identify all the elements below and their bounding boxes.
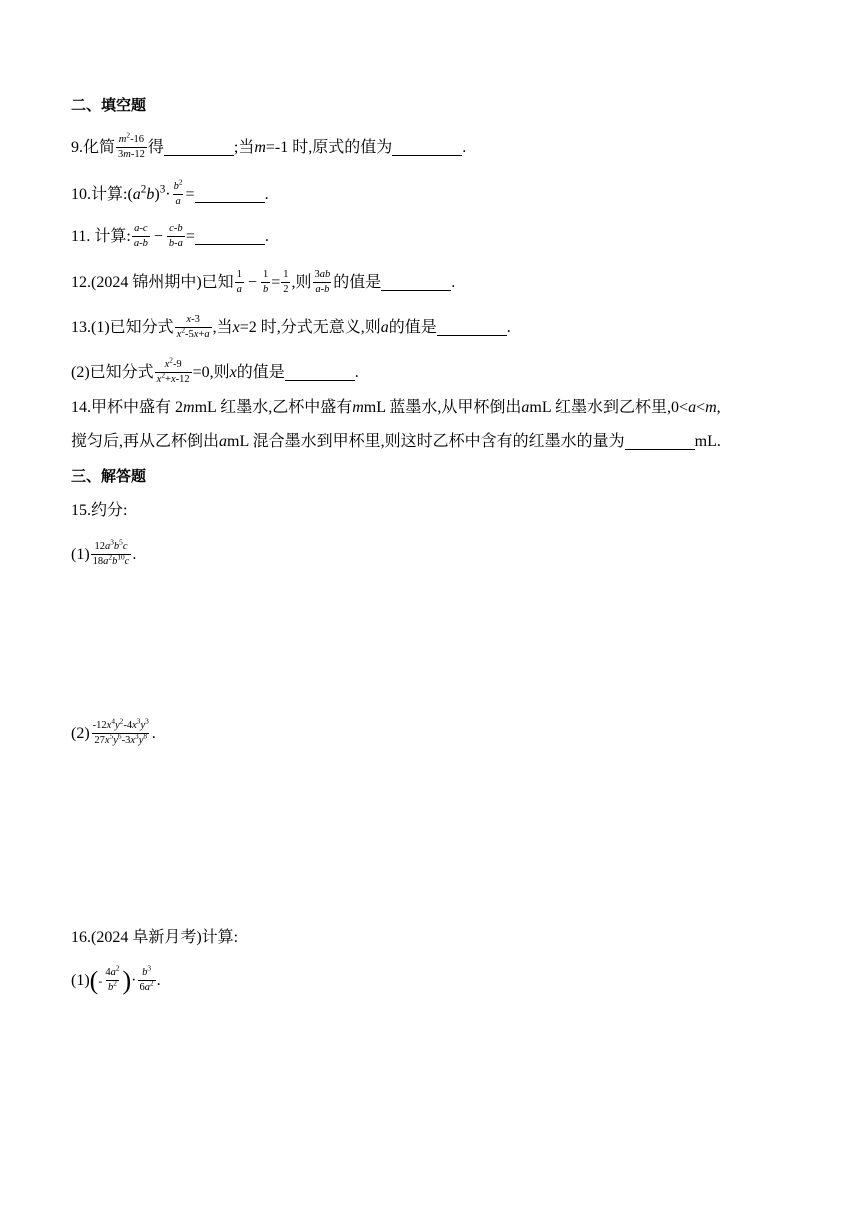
answer-blank-9b[interactable] bbox=[392, 140, 462, 156]
section-heading-solutions: 三、解答题 bbox=[71, 467, 147, 485]
answer-blank-10[interactable] bbox=[195, 187, 265, 203]
fraction-q13-2: $\frac{x^2-9}{x^2+x-12}$ bbox=[156, 355, 190, 385]
fraction-q9: $\frac{m^2-16}{3m-12}$ bbox=[118, 130, 145, 160]
question-14-line-1: 14.甲杯中盛有 2 m mL 红墨水,乙杯中盛有 m mL 蓝墨水,从甲杯倒出 a mL 红墨水到乙杯里,0< a < m , bbox=[71, 399, 721, 416]
fraction-q12-1a: $\frac{1}{a}$ bbox=[236, 269, 242, 295]
answer-blank-14[interactable] bbox=[625, 434, 695, 450]
fraction-q16-1-b: $\frac{b^3}{6a^2}$ bbox=[139, 963, 154, 993]
question-15-2: (2) $\frac{-12x^4y^2-4x^3y^3}{27x^5y^6-3x^3y^8}$ . bbox=[71, 716, 156, 746]
question-14-line-2: 搅匀后,再从乙杯倒出 a mL 混合墨水到甲杯里,则这时乙杯中含有的红墨水的量为 mL. bbox=[71, 433, 721, 450]
question-9: 9.化简 $\frac{m^2-16}{3m-12}$ 得 ;当 m =-1 时,原式的值为 . bbox=[71, 130, 467, 160]
question-15-title: 15.约分: bbox=[71, 502, 128, 519]
answer-blank-12[interactable] bbox=[381, 275, 451, 291]
question-13-1: 13.(1)已知分式 $\frac{x-3}{x^2-5x+a}$ ,当 x =2 时,分式无意义,则 a 的值是 . bbox=[71, 314, 511, 340]
fraction-q12-target: $\frac{3ab}{a-b}$ bbox=[314, 269, 331, 295]
fraction-q15-2: $\frac{-12x^4y^2-4x^3y^3}{27x^5y^6-3x^3y^8}$ bbox=[92, 716, 149, 746]
question-16-title: 16.(2024 阜新月考)计算: bbox=[71, 929, 239, 946]
answer-blank-13-1[interactable] bbox=[437, 320, 507, 336]
fraction-q11-a: $\frac{a-c}{a-b}$ bbox=[133, 223, 148, 249]
answer-blank-9a[interactable] bbox=[164, 140, 234, 156]
fraction-q12-1b: $\frac{1}{b}$ bbox=[262, 269, 269, 295]
fraction-q16-1-a: $\frac{4a^2}{b^2}$ bbox=[105, 963, 120, 993]
question-10: 10.计算:( $a^2b)^3\cdot$ $\frac{b^2}{a}$ = . bbox=[71, 177, 269, 207]
fraction-q10: $\frac{b^2}{a}$ bbox=[173, 177, 183, 207]
expression-q10: $a^2b)^3\cdot$ bbox=[132, 183, 171, 203]
question-15-1: (1) $\frac{12a^3b^5c}{18a^2b^{10}c}$ . bbox=[71, 537, 137, 567]
question-16-1: (1) ( - $\frac{4a^2}{b^2}$ ) · $\frac{b^3}{6a^2}$ . bbox=[71, 963, 161, 995]
question-13-2: (2)已知分式 $\frac{x^2-9}{x^2+x-12}$ =0,则 x 的值是 . bbox=[71, 355, 359, 385]
fraction-q11-b: $\frac{c-b}{b-a}$ bbox=[168, 223, 183, 249]
answer-blank-11[interactable] bbox=[195, 229, 265, 245]
answer-blank-13-2[interactable] bbox=[285, 365, 355, 381]
question-11: 11. 计算: $\frac{a-c}{a-b}$ − $\frac{c-b}{b-a}$ = . bbox=[71, 223, 269, 249]
section-heading-fill-blank: 二、填空题 bbox=[71, 96, 147, 114]
fraction-q12-half: $\frac{1}{2}$ bbox=[283, 269, 289, 295]
fraction-q15-1: $\frac{12a^3b^5c}{18a^2b^{10}c}$ bbox=[92, 537, 130, 567]
question-12: 12.(2024 锦州期中)已知 $\frac{1}{a}$ − $\frac{1}{b}$ = $\frac{1}{2}$ ,则 $\frac{3ab}{a-b}$ 的值是 . bbox=[71, 269, 456, 295]
fraction-q13-1: $\frac{x-3}{x^2-5x+a}$ bbox=[176, 314, 210, 340]
